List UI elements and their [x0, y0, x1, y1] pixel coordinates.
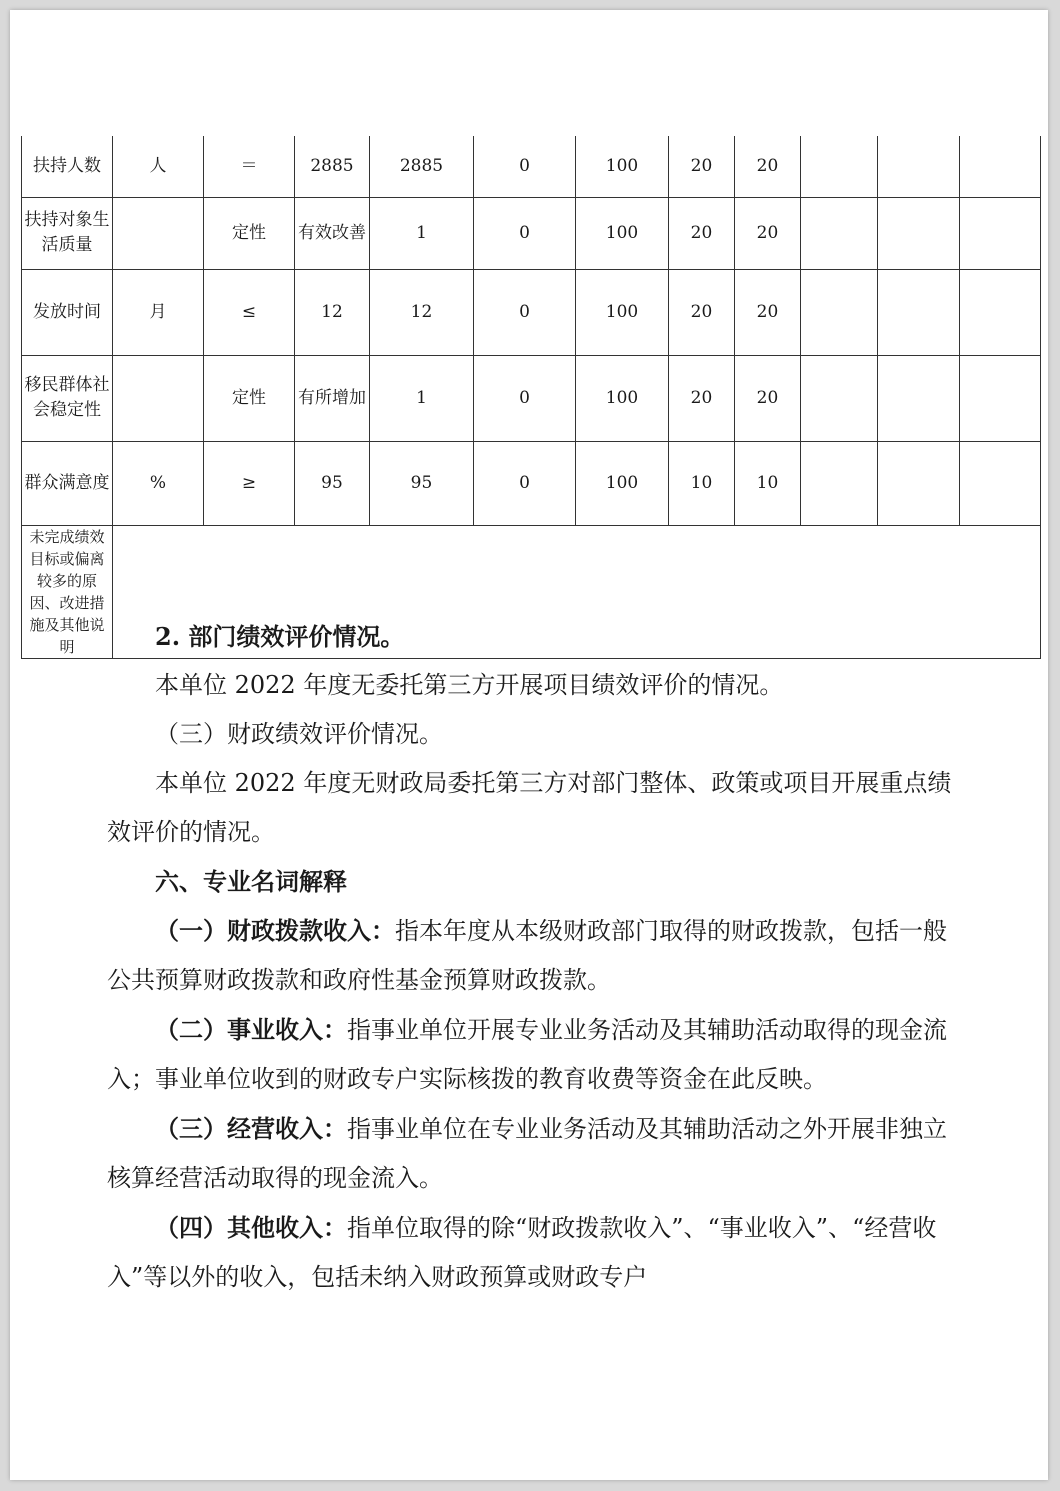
score-cell: 10 — [735, 441, 801, 525]
empty-cell — [878, 441, 960, 525]
term-label: （一）财政拨款收入： — [155, 916, 395, 945]
indicator-name: 移民群体社会稳定性 — [22, 355, 113, 441]
completion-cell: 100 — [576, 355, 669, 441]
deviation-cell: 0 — [474, 269, 576, 355]
actual-cell: 1 — [370, 197, 474, 269]
deviation-cell: 0 — [474, 136, 576, 197]
weight-cell: 20 — [669, 197, 735, 269]
actual-cell: 12 — [370, 269, 474, 355]
term-definition — [107, 1203, 967, 1302]
completion-cell: 100 — [576, 197, 669, 269]
deviation-cell: 0 — [474, 197, 576, 269]
deviation-cell: 0 — [474, 441, 576, 525]
empty-cell — [878, 136, 960, 197]
operator-cell: ＝ — [204, 136, 295, 197]
unit-cell — [113, 197, 204, 269]
term-definition — [107, 1104, 967, 1203]
score-cell: 20 — [735, 269, 801, 355]
target-cell: 有效改善 — [295, 197, 370, 269]
completion-cell: 100 — [576, 441, 669, 525]
term-definition — [107, 1005, 967, 1104]
indicator-name: 群众满意度 — [22, 441, 113, 525]
actual-cell: 2885 — [370, 136, 474, 197]
deviation-cell: 0 — [474, 355, 576, 441]
table-row — [22, 136, 1041, 197]
empty-cell — [960, 197, 1041, 269]
indicator-name: 发放时间 — [22, 269, 113, 355]
term-label: （三）经营收入： — [155, 1114, 347, 1143]
indicator-name: 扶持人数 — [22, 136, 113, 197]
paragraph: 本单位 2022 年度无委托第三方开展项目绩效评价的情况。 — [155, 671, 784, 699]
actual-cell: 1 — [370, 355, 474, 441]
unit-cell: 月 — [113, 269, 204, 355]
empty-cell — [960, 441, 1041, 525]
empty-cell — [878, 269, 960, 355]
term-text: 指单位取得的除“财政拨款收入”、“事业收入”、“经营收入”等以外的收入，包括未纳入财政预算或财政专户 — [107, 1214, 937, 1291]
score-cell: 20 — [735, 197, 801, 269]
term-definition — [107, 906, 967, 1005]
completion-cell: 100 — [576, 136, 669, 197]
unit-cell: 人 — [113, 136, 204, 197]
term-label: （二）事业收入： — [155, 1015, 347, 1044]
unit-cell — [113, 355, 204, 441]
section-heading: 2. 部门绩效评价情况。 — [155, 622, 405, 651]
body-text — [107, 612, 967, 1302]
document-page — [10, 10, 1048, 1480]
empty-cell — [801, 197, 878, 269]
target-cell: 12 — [295, 269, 370, 355]
target-cell: 有所增加 — [295, 355, 370, 441]
term-text: 指事业单位在专业业务活动及其辅助活动之外开展非独立核算经营活动取得的现金流入。 — [107, 1115, 947, 1192]
note-label: 未完成绩效目标或偏离较多的原因、改进措施及其他说明 — [22, 525, 113, 658]
weight-cell: 20 — [669, 355, 735, 441]
empty-cell — [878, 197, 960, 269]
score-cell: 20 — [735, 136, 801, 197]
target-cell: 2885 — [295, 136, 370, 197]
empty-cell — [801, 269, 878, 355]
operator-cell: 定性 — [204, 197, 295, 269]
table-row — [22, 355, 1041, 441]
weight-cell: 10 — [669, 441, 735, 525]
paragraph: 本单位 2022 年度无财政局委托第三方对部门整体、政策或项目开展重点绩效评价的情况。 — [107, 769, 952, 846]
weight-cell: 20 — [669, 136, 735, 197]
weight-cell: 20 — [669, 269, 735, 355]
completion-cell: 100 — [576, 269, 669, 355]
empty-cell — [960, 269, 1041, 355]
empty-cell — [960, 136, 1041, 197]
table-row — [22, 197, 1041, 269]
term-text: 指事业单位开展专业业务活动及其辅助活动取得的现金流入；事业单位收到的财政专户实际核拨的教育收费等资金在此反映。 — [107, 1016, 947, 1093]
table-row — [22, 441, 1041, 525]
unit-cell: % — [113, 441, 204, 525]
actual-cell: 95 — [370, 441, 474, 525]
indicator-name: 扶持对象生活质量 — [22, 197, 113, 269]
table-row — [22, 269, 1041, 355]
operator-cell: 定性 — [204, 355, 295, 441]
operator-cell: ≥ — [204, 441, 295, 525]
target-cell: 95 — [295, 441, 370, 525]
score-cell: 20 — [735, 355, 801, 441]
term-text: 指本年度从本级财政部门取得的财政拨款，包括一般公共预算财政拨款和政府性基金预算财政拨款。 — [107, 917, 947, 994]
empty-cell — [878, 355, 960, 441]
subsection-heading: （三）财政绩效评价情况。 — [155, 720, 443, 748]
operator-cell: ≤ — [204, 269, 295, 355]
performance-table — [21, 136, 1041, 659]
section-heading: 六、专业名词解释 — [155, 867, 347, 896]
empty-cell — [801, 136, 878, 197]
empty-cell — [801, 355, 878, 441]
empty-cell — [801, 441, 878, 525]
empty-cell — [960, 355, 1041, 441]
term-label: （四）其他收入： — [155, 1213, 347, 1242]
